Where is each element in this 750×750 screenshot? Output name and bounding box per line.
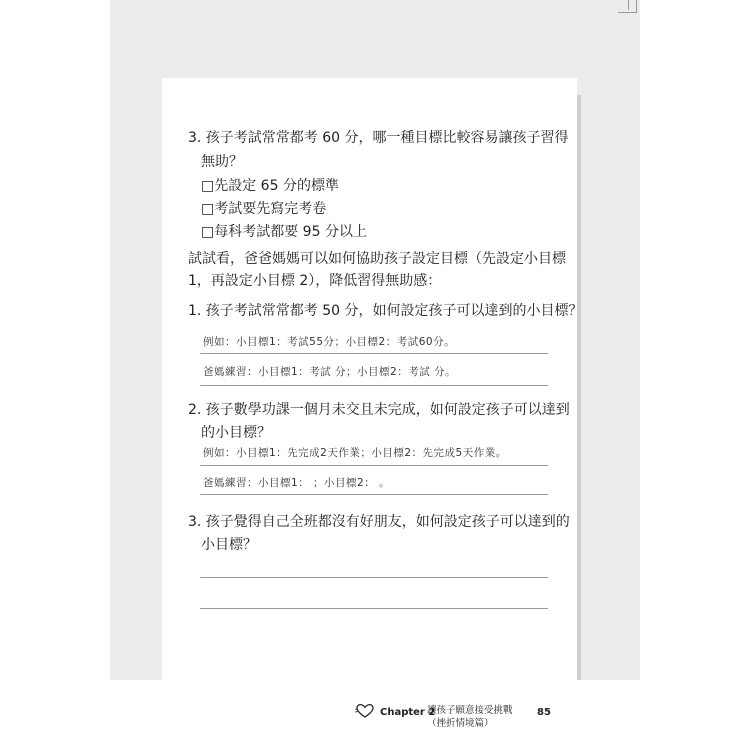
q2-line2: 的小目標？ [201,425,271,441]
heart-icon [355,703,375,719]
writing-line [200,385,548,386]
option-1: □先設定 65 分的標準 [201,178,339,194]
q2-practice: 爸媽練習：小目標1： ；小目標2： 。 [203,477,391,489]
q2-example: 例如：小目標1：先完成2天作業；小目標2：先完成5天作業。 [203,447,507,459]
q1-line1: 1. 孩子考試常常都考 50 分，如何設定孩子可以達到的小目標？ [188,303,583,319]
intro-line1: 試試看，爸爸媽媽可以如何協助孩子設定目標（先設定小目標 [188,251,566,267]
chapter-title-line2: （挫折情境篇） [427,718,494,729]
q1-example: 例如：小目標1：考試55分；小目標2：考試60分。 [203,336,456,348]
q3b-line1: 3. 孩子覺得自己全班都沒有好朋友，如何設定孩子可以達到的 [188,514,570,530]
writing-line [200,494,548,495]
option-2: □考試要先寫完考卷 [201,201,327,217]
q2-line1: 2. 孩子數學功課一個月未交且未完成，如何設定孩子可以達到 [188,402,570,418]
page-shadow [577,95,581,680]
writing-line [200,577,548,578]
page-number: 85 [537,707,551,718]
intro-line2: 1，再設定小目標 2），降低習得無助感： [188,273,442,289]
writing-line [200,465,548,466]
q1-practice: 爸媽練習：小目標1：考試 分；小目標2：考試 分。 [203,366,457,378]
option-3: □每科考試都要 95 分以上 [201,224,367,240]
writing-line [200,608,548,609]
writing-line [200,353,548,354]
q3b-line2: 小目標？ [201,537,257,553]
chapter-title-line1: 讓孩子願意接受挑戰 [427,705,513,716]
q3a-line2: 無助？ [201,154,243,170]
q3a-line1: 3. 孩子考試常常都考 60 分，哪一種目標比較容易讓孩子習得 [188,130,569,146]
chapter-label: Chapter 2 [380,707,436,718]
crop-mark-line [628,0,629,10]
